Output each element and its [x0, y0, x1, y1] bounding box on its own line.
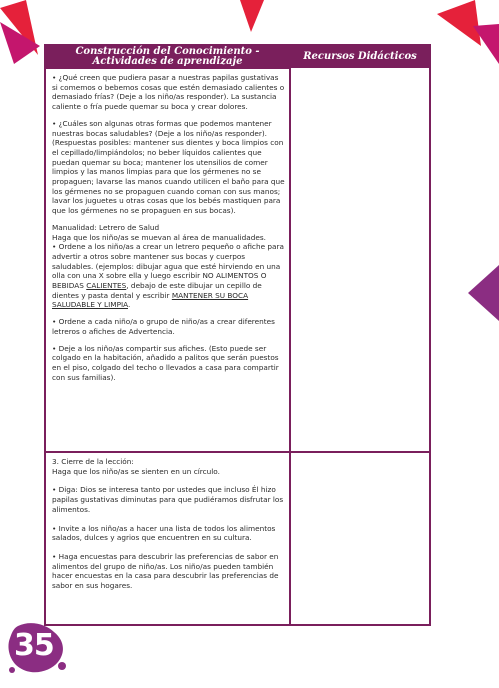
- underlined-text: CALIENTES: [86, 281, 127, 291]
- header-resources: Recursos Didácticos: [291, 46, 429, 68]
- activities-block-1: [52, 73, 286, 382]
- text-run: .: [128, 300, 131, 310]
- lesson-table: [44, 44, 431, 626]
- column-divider: [289, 46, 291, 624]
- page-number: 35: [14, 628, 54, 663]
- activity-paragraph: Haga que los niño/as se muevan al área de manualidades.: [52, 232, 266, 242]
- craft-title: Manualidad: Letrero de Salud: [52, 222, 160, 232]
- activity-paragraph: • Deje a los niño/as compartir sus afiches. (Esto puede ser colgado en la habitación, añadido a palitos que serán puestos en el piso, colgado del techo o llevados a casa para compartir con sus familias).: [52, 343, 279, 382]
- header-activities-line1: Construcción del Conocimiento -: [75, 46, 260, 57]
- activity-paragraph: • ¿Cuáles son algunas otras formas que podemos mantener nuestras bocas saludables? (Deje a los niño/as responder). (Respuestas posibles: mantener sus dientes y boca limpios con el cepillado/limpiándolos; no beber líquidos calientes que puedan quemar su boca; mantener los utensilios de comer limpios y las manos limpias para que los gérmenes no se propaguen; lavarse las manos cuando utilicen el baño para que los gérmenes no se propaguen cuando coman con sus manos; lavar los juguetes u otras cosas que los bebés mastiquen para que los gérmenes no se propaguen en sus bocas).: [52, 118, 285, 216]
- decor-triangle-top-center: [238, 0, 268, 40]
- activity-paragraph: • Haga encuestas para descubrir las preferencias de sabor en alimentos del grupo de niño/as. Los niño/as pueden también hacer encuestas en la casa para descubrir las preferencias de sabor en sus hogares.: [52, 551, 279, 591]
- header-activities: [46, 46, 289, 69]
- activity-paragraph: • ¿Qué creen que pudiera pasar a nuestras papilas gustativas si comemos o bebemos cosas que estén demasiado calientes o demasiado frías? (Deje a los niño/as responder). La sustancia caliente o fría puede quemar su boca y crear dolores.: [52, 73, 285, 112]
- activity-paragraph: • Ordene a cada niño/a o grupo de niño/as a crear diferentes letreros o afiches de Advertencia.: [52, 317, 275, 336]
- decor-triangle-right-edge: [460, 265, 499, 325]
- activity-paragraph: • Invite a los niño/as a hacer una lista de todos los alimentos salados, dulces y agrios que encuentren en su cultura.: [52, 523, 276, 543]
- activity-paragraph: [52, 242, 286, 310]
- closing-title: 3. Cierre de la lección:: [52, 457, 134, 466]
- activity-paragraph: Haga que los niño/as se sienten en un círculo.: [52, 466, 220, 476]
- text-run: • Ordene a los niño/as a crear un letrero pequeño o afiche para advertir a otros sobre mantener sus bocas y cuerpos saludables. (ejemplos: dibujar agua que esté hirviendo en una olla con una X sobre ella y luego escribir NO ALIMENTOS O BEBIDAS: [52, 242, 284, 291]
- underlined-text: MANTENER SU BOCA SALUDABLE Y LIMPIA: [52, 290, 249, 310]
- activities-block-2: [52, 457, 286, 591]
- activity-paragraph: • Diga: Dios se interesa tanto por ustedes que incluso Él hizo papilas gustativas diminutas para que pudiéramos disfrutar los alimentos.: [52, 485, 284, 514]
- row-divider: [46, 451, 429, 453]
- header-activities-line2: Actividades de aprendizaje: [92, 56, 243, 67]
- text-run: , debajo de este dibujar un cepillo de dientes y pasta dental y escribir: [52, 281, 262, 300]
